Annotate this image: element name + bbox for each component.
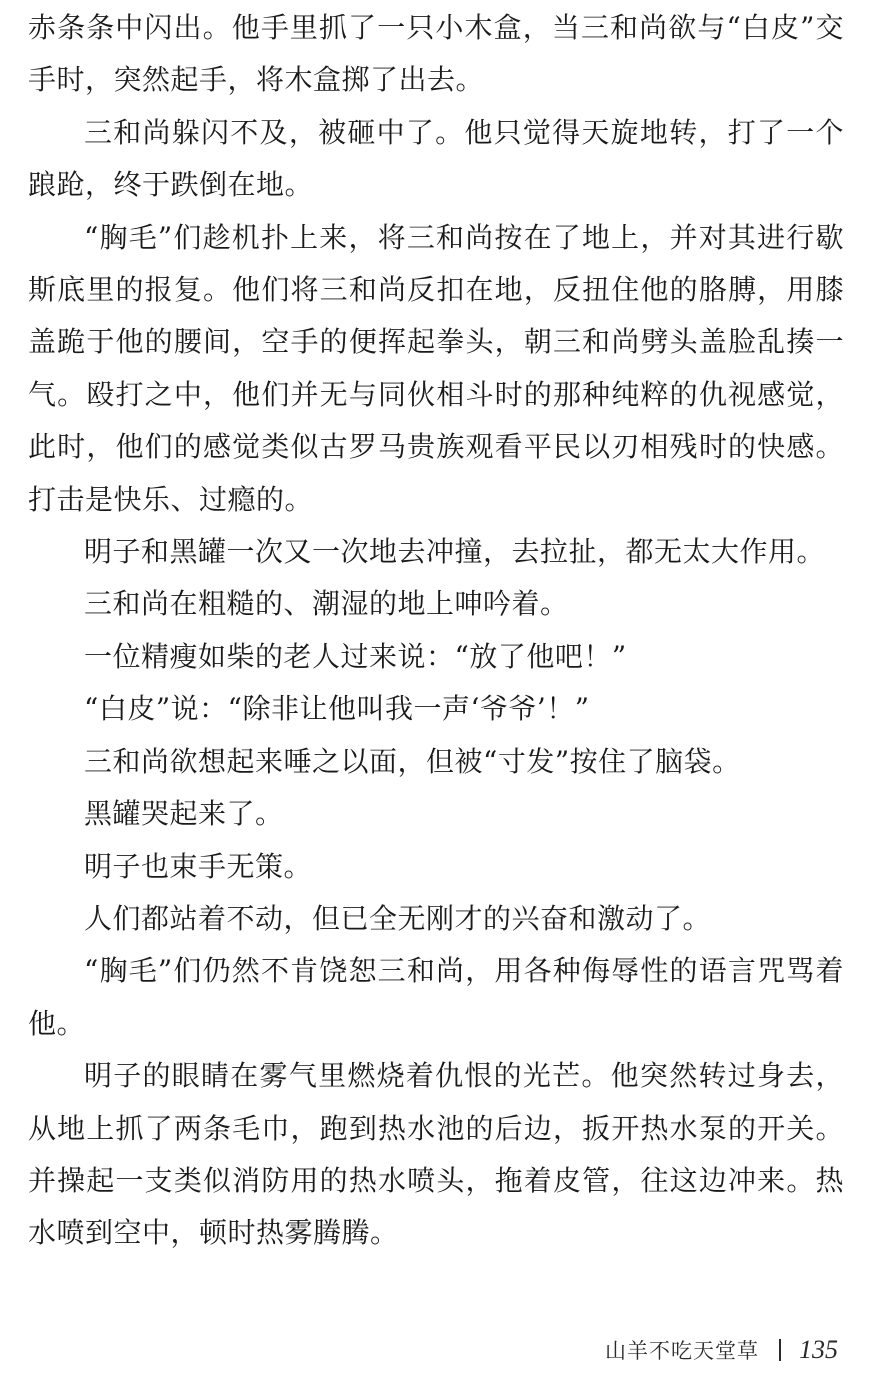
- page-number: 135: [799, 1335, 838, 1364]
- paragraph-6: 一位精瘦如柴的老人过来说：“放了他吧！”: [84, 639, 627, 673]
- page-footer: [605, 1330, 838, 1370]
- paragraph-8: 三和尚欲想起来唾之以面，但被“寸发”按住了脑袋。: [84, 744, 741, 778]
- paragraph-3: “胸毛”们趁机扑上来，将三和尚按在了地上，并对其进行歇斯底里的报复。他们将三和尚反扣在地，反扭住他的胳膊，用膝盖跪于他的腰间，空手的便挥起拳头，朝三和尚劈头盖脸乱揍一气。殴打之中，他们并无与同伙相斗时的那种纯粹的仇视感觉，此时，他们的感觉类似古罗马贵族观看平民以刃相残时的快感。打击是快乐、过瘾的。: [28, 220, 844, 516]
- paragraph-2: 三和尚躲闪不及，被砸中了。他只觉得天旋地转，打了一个踉跄，终于跌倒在地。: [28, 115, 844, 202]
- paragraph-10: 明子也束手无策。: [84, 849, 313, 883]
- paragraph-13: 明子的眼睛在雾气里燃烧着仇恨的光芒。他突然转过身去，从地上抓了两条毛巾，跑到热水池的后边，扳开热水泵的开关。并操起一支类似消防用的热水喷头，拖着皮管，往这边冲来。热水喷到空中，顿时热雾腾腾。: [28, 1059, 844, 1250]
- paragraph-12: “胸毛”们仍然不肯饶恕三和尚，用各种侮辱性的语言咒骂着他。: [28, 954, 844, 1040]
- paragraph-9: 黑罐哭起来了。: [84, 797, 284, 831]
- paragraph-11: 人们都站着不动，但已全无刚才的兴奋和激动了。: [84, 901, 712, 935]
- paragraph-5: 三和尚在粗糙的、潮湿的地上呻吟着。: [84, 587, 569, 621]
- paragraph-1: 赤条条中闪出。他手里抓了一只小木盒，当三和尚欲与“白皮”交手时，突然起手，将木盒掷了出去。: [28, 11, 844, 97]
- footer-divider: [779, 1339, 781, 1361]
- paragraph-7: “白皮”说：“除非让他叫我一声‘爷爷’！”: [84, 692, 590, 726]
- body-text: [28, 2, 844, 1260]
- running-footer-book-title: 山羊不吃天堂草: [605, 1339, 759, 1363]
- paragraph-4: 明子和黑罐一次又一次地去冲撞，去拉扯，都无太大作用。: [84, 535, 826, 569]
